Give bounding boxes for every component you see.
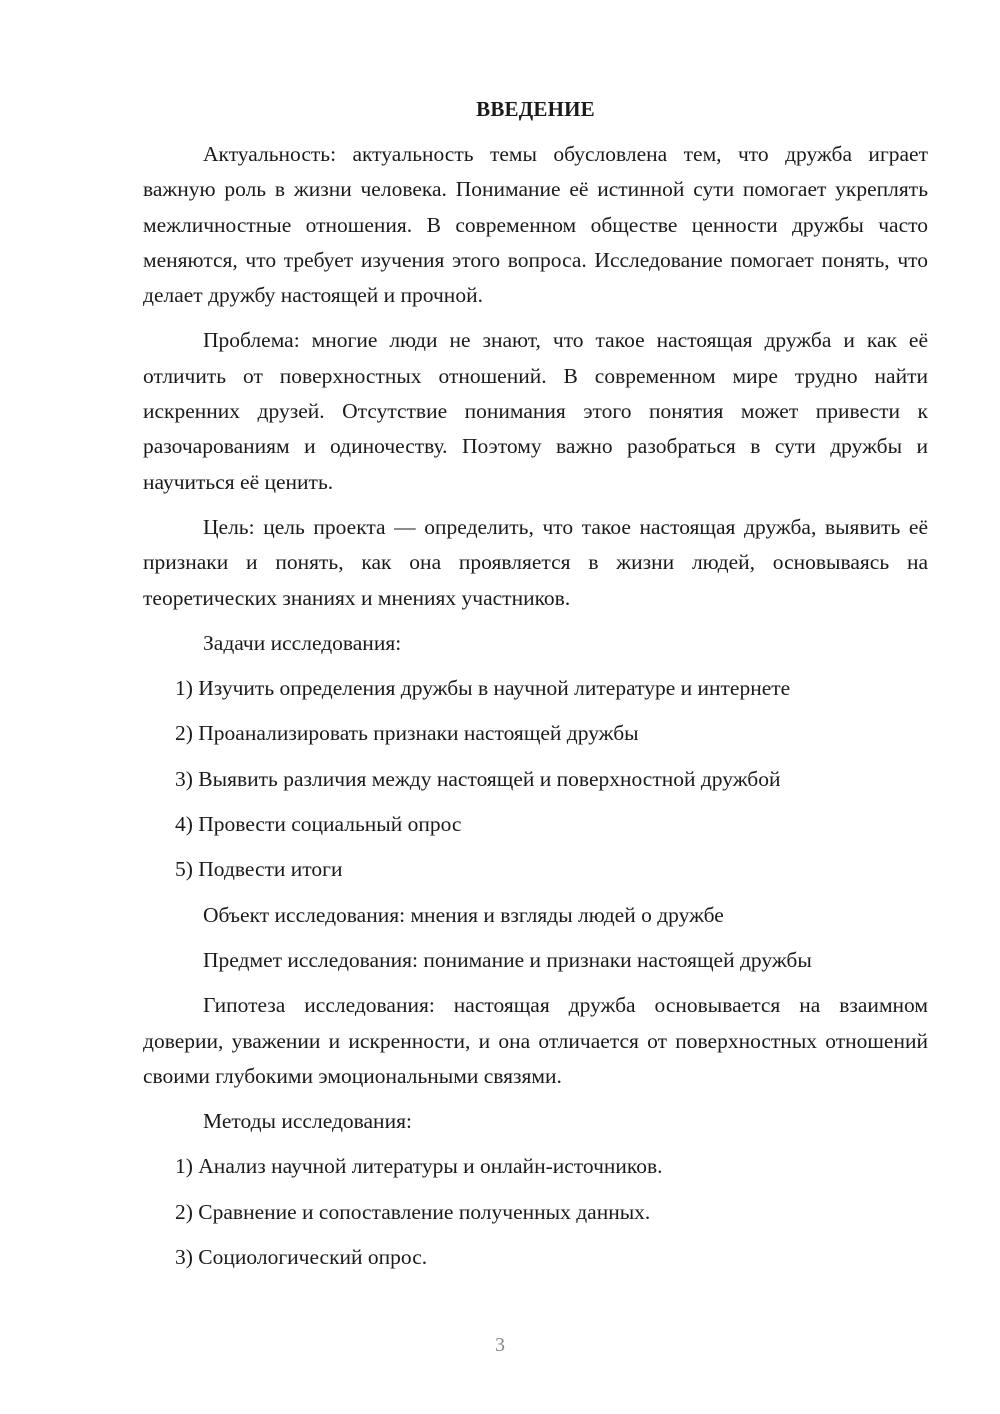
page-number: 3 [495, 1334, 505, 1356]
hypothesis-paragraph: Гипотеза исследования: настоящая дружба основывается на взаимном доверии, уважении и искренности, и она отличается от поверхностных отношений своими глубокими эмоциональными связями. [143, 993, 928, 1088]
tasks-heading: Задачи исследования: [203, 630, 402, 655]
relevance-paragraph: Актуальность: актуальность темы обусловлена тем, что дружба играет важную роль в жизни человека. Понимание её истинной сути помогает укреплять межличностные отношения. В современном обществе ценности дружбы часто меняются, что требует изучения этого вопроса. Исследование помогает понять, что делает дружбу настоящей и прочной. [143, 142, 928, 308]
method-item-2: 2) Сравнение и сопоставление полученных данных. [175, 1199, 651, 1224]
method-item-3: 3) Социологический опрос. [175, 1245, 428, 1270]
goal-paragraph: Цель: цель проекта — определить, что такое настоящая дружба, выявить её признаки и понять, как она проявляется в жизни людей, основываясь на теоретических знаниях и мнениях участников. [143, 514, 928, 610]
method-item-1: 1) Анализ научной литературы и онлайн-источников. [175, 1154, 663, 1179]
subject-line: Предмет исследования: понимание и признаки настоящей дружбы [203, 947, 812, 972]
task-item-1: 1) Изучить определения дружбы в научной литературе и интернете [175, 676, 791, 701]
task-item-3: 3) Выявить различия между настоящей и поверхностной дружбой [175, 766, 781, 791]
task-item-5: 5) Подвести итоги [175, 857, 343, 882]
problem-paragraph: Проблема: многие люди не знают, что такое настоящая дружба и как её отличить от поверхностных отношений. В современном мире трудно найти искренних друзей. Отсутствие понимания этого понятия может привести к разочарованиям и одиночеству. Поэтому важно разобраться в сути дружбы и научиться её ценить. [143, 328, 928, 494]
methods-heading: Методы исследования: [203, 1109, 412, 1134]
object-line: Объект исследования: мнения и взгляды людей о дружбе [203, 902, 724, 927]
task-item-2: 2) Проанализировать признаки настоящей дружбы [175, 721, 639, 746]
page-title: ВВЕДЕНИЕ [476, 97, 595, 121]
task-item-4: 4) Провести социальный опрос [175, 812, 462, 837]
document-page [143, 92, 928, 1285]
